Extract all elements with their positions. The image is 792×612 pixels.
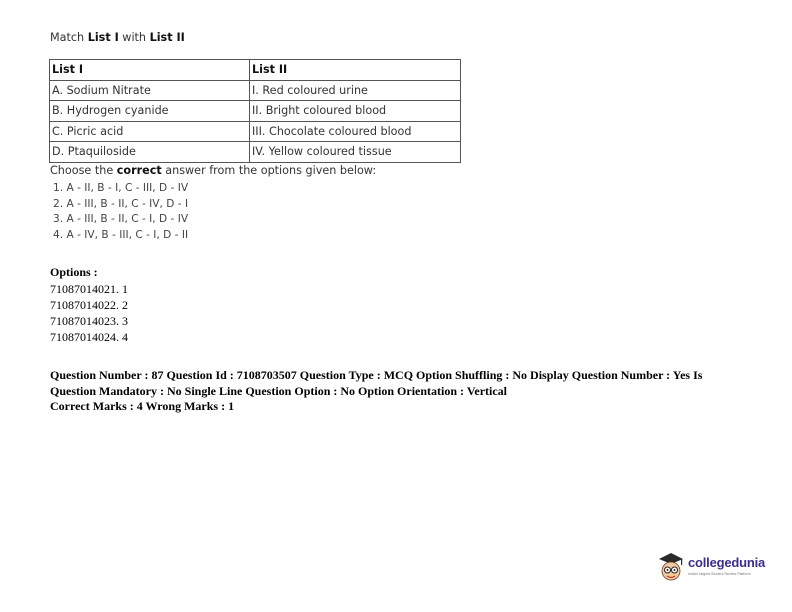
table-header-list2: List II	[250, 60, 461, 81]
list-item: 3. A - III, B - II, C - I, D - IV	[53, 213, 189, 226]
instruction-suffix: answer from the options given below:	[161, 164, 377, 177]
table-cell: II. Bright coloured blood	[250, 101, 461, 122]
table-header-row	[50, 60, 461, 81]
heading-list2: List II	[149, 31, 185, 44]
table-header-list1: List I	[50, 60, 250, 81]
list-item: 71087014022. 2	[50, 298, 128, 312]
table-row	[50, 142, 461, 163]
table-cell: I. Red coloured urine	[250, 80, 461, 101]
table-cell: IV. Yellow coloured tissue	[250, 142, 461, 163]
table-row	[50, 121, 461, 142]
question-meta-line: Question Number : 87 Question Id : 7108703507 Question Type : MCQ Option Shuffling : No Display Question Number : Yes Is Question Mandatory : No Single Line Question Option : No Option Orientation : Vertical	[50, 368, 703, 398]
marks-line: Correct Marks : 4 Wrong Marks : 1	[50, 399, 235, 413]
question-meta	[50, 368, 740, 415]
list-item: 71087014024. 4	[50, 330, 128, 344]
list-item: 2. A - III, B - II, C - IV, D - I	[53, 197, 189, 210]
heading-prefix: Match	[50, 31, 88, 44]
logo-tagline: India's largest Student Review Platform	[688, 572, 751, 576]
list-item: 1. A - II, B - I, C - III, D - IV	[53, 182, 189, 194]
logo-brand: collegedunia	[688, 555, 766, 570]
instruction-text	[50, 164, 376, 177]
list-item: 71087014023. 3	[50, 314, 128, 328]
table-row	[50, 80, 461, 101]
table-cell: III. Chocolate coloured blood	[250, 121, 461, 142]
question-heading	[50, 31, 185, 44]
heading-list1: List I	[87, 31, 119, 44]
table-cell: A. Sodium Nitrate	[50, 80, 250, 101]
table-cell: B. Hydrogen cyanide	[50, 101, 250, 122]
list-item: 4. A - IV, B - III, C - I, D - II	[53, 228, 189, 241]
table-cell: C. Picric acid	[50, 121, 250, 142]
answer-choices	[53, 181, 188, 243]
options-list	[50, 281, 128, 345]
heading-mid: with	[118, 31, 150, 44]
graduate-mascot-icon	[656, 551, 686, 583]
collegedunia-logo	[656, 549, 776, 587]
instruction-bold: correct	[116, 164, 162, 177]
table-cell: D. Ptaquiloside	[50, 142, 250, 163]
match-table	[49, 59, 461, 163]
table-row	[50, 101, 461, 122]
options-label: Options :	[50, 265, 98, 279]
list-item: 71087014021. 1	[50, 282, 128, 296]
instruction-prefix: Choose the	[50, 164, 117, 177]
